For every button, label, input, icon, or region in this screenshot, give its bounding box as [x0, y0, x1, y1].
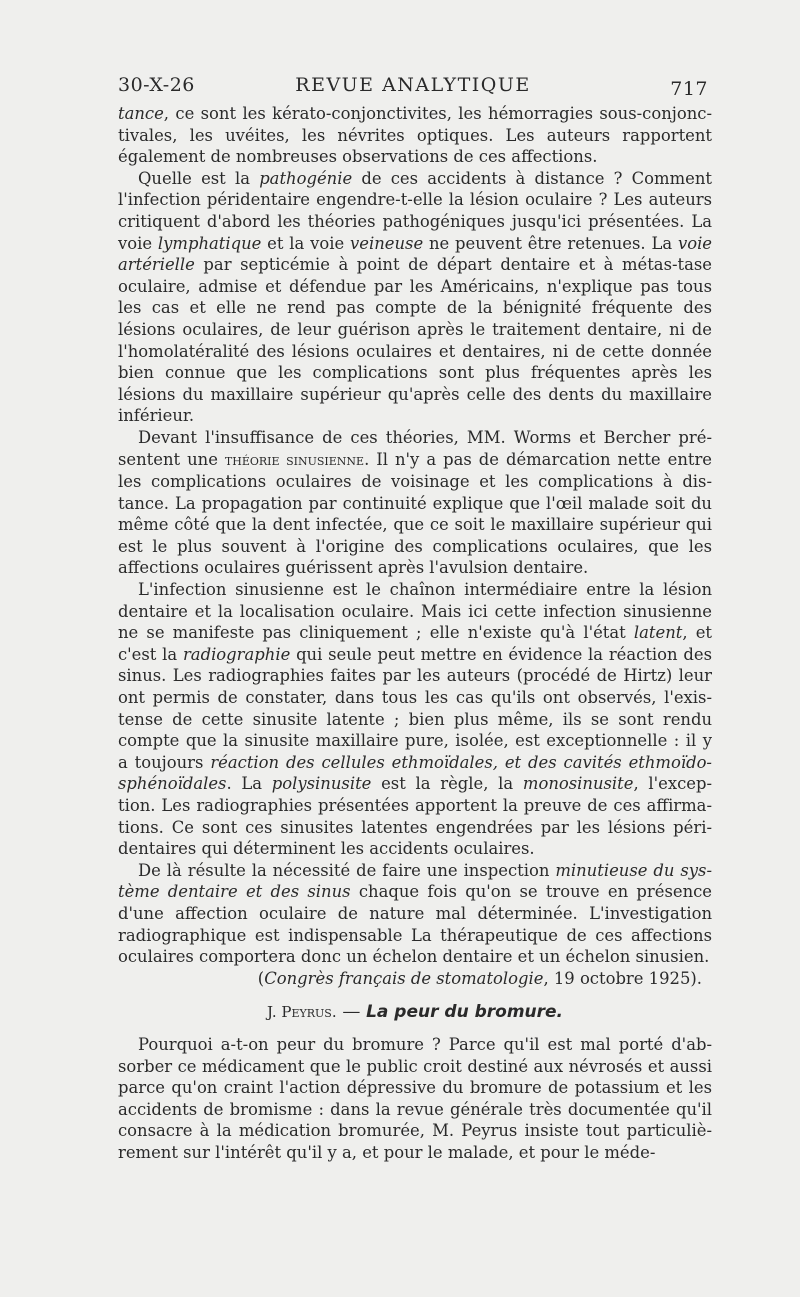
- italic-term: veineuse: [350, 233, 424, 253]
- italic-term: polysinusite: [271, 774, 372, 794]
- running-header: [118, 70, 708, 100]
- italic-term: tance: [118, 104, 164, 123]
- page-number: 717: [670, 78, 708, 100]
- italic-term: latent: [633, 623, 683, 643]
- paragraph-5: De là résulte la nécessité de faire une inspection minutieuse du sys-tème dentaire et des sinus chaque fois qu'on se trouve en présence d'une affection oculaire de nature mal déterminée. L'investigation radiographique est indispensable La thérapeutique de ces affections oculaires comportera donc un échelon dentaire et un échelon sinusien.: [118, 860, 713, 967]
- paragraph-6: Pourquoi a-t-on peur du bromure ? Parce qu'il est mal porté d'ab-sorber ce médicament que le public croit destiné aux névrosés et aussi parce qu'on craint l'action dépressive du bromure de potassium et les accidents de bromisme : dans la revue générale très documentée qu'il consacre à la médication bromurée, M. Peyrus insiste tout particuliè-rement sur l'intérêt qu'il y a, et pour le malade, et pour le méde-: [118, 1034, 712, 1162]
- italic-term: radiographie: [182, 644, 291, 664]
- article-author: J. Peyrus.: [266, 1003, 337, 1022]
- italic-term: réaction des cellules ethmoïdales, et des cavités ethmoïdo-sphénoïdales: [118, 752, 712, 794]
- paragraph-4: L'infection sinusienne est le chaînon intermédiaire entre la lésion dentaire et la localisation oculaire. Mais ici cette infection sinusienne ne se manifeste pas cliniquement ; elle n'existe qu'à l'état latent, et c'est la radiographie qui seule peut mettre en évidence la réaction des sinus. Les radiographies faites par les auteurs (procédé de Hirtz) leur ont permis de constater, dans tous les cas qu'ils ont observés, l'exis-tense de cette sinusite latente ; bien plus même, ils se sont rendu compte que la sinusite maxillaire pure, isolée, est exceptionnelle : il y a toujours réaction des cellules ethmoïdales, et des cavités ethmoïdo-sphénoïdales. La polysinusite est la règle, la monosinusite, l'excep-tion. Les radiographies présentées apportent la preuve de ces affirma-tions. Ce sont ces sinusites latentes engendrées par les lésions péri-dentaires qui déterminent les accidents oculaires.: [118, 580, 712, 859]
- article-title: La peur du bromure.: [366, 1002, 564, 1023]
- article-body: [118, 103, 712, 1164]
- citation-source: Congrès français de stomatologie: [264, 968, 544, 988]
- header-journal-title: REVUE ANALYTIQUE: [295, 74, 531, 96]
- article-heading: J. Peyrus. — La peur du bromure.: [266, 1001, 564, 1023]
- italic-term: minutieuse du sys-tème dentaire et des sinus: [118, 860, 712, 902]
- header-date: 30-X-26: [118, 74, 195, 96]
- italic-term: voie artérielle: [118, 233, 713, 275]
- italic-term: monosinusite: [522, 774, 634, 794]
- paragraph-3: Devant l'insuffisance de ces théories, MM. Worms et Bercher pré-sentent une théorie sinusienne. Il n'y a pas de démarcation nette entre les complications oculaires de voisinage et les complications à dis-tance. La propagation par continuité explique que l'œil malade soit du même côté que la dent infectée, que ce soit le maxillaire supérieur qui est le plus souvent à l'origine des complications oculaires, que les affections oculaires guérissent après l'avulsion dentaire.: [118, 427, 712, 578]
- italic-term: lymphatique: [157, 233, 262, 253]
- italic-term: pathogénie: [259, 168, 353, 188]
- small-caps-term: théorie sinusienne: [224, 450, 365, 469]
- paragraph-1: tance, ce sont les kérato-conjonctivites, les hémorragies sous-conjonc-tivales, les uvéites, les névrites optiques. Les auteurs rapportent également de nombreuses observations de ces affections.: [118, 104, 712, 167]
- citation: (Congrès français de stomatologie, 19 octobre 1925).: [257, 968, 702, 988]
- paragraph-2: Quelle est la pathogénie de ces accidents à distance ? Comment l'infection péridentaire engendre-t-elle la lésion oculaire ? Les auteurs critiquent d'abord les théories pathogéniques jusqu'ici présentées. La voie lymphatique et la voie veineuse ne peuvent être retenues. La voie artérielle par septicémie à point de départ dentaire et à métas-tase oculaire, admise et défendue par les Américains, n'explique pas tous les cas et elle ne rend pas compte de la bénignité fréquente des lésions oculaires, de leur guérison après le traitement dentaire, ni de l'homolatéralité des lésions oculaires et dentaires, ni de cette donnée bien connue que les complications sont plus fréquentes après les lésions du maxillaire supérieur qu'après celle des dents du maxillaire inférieur.: [118, 168, 713, 426]
